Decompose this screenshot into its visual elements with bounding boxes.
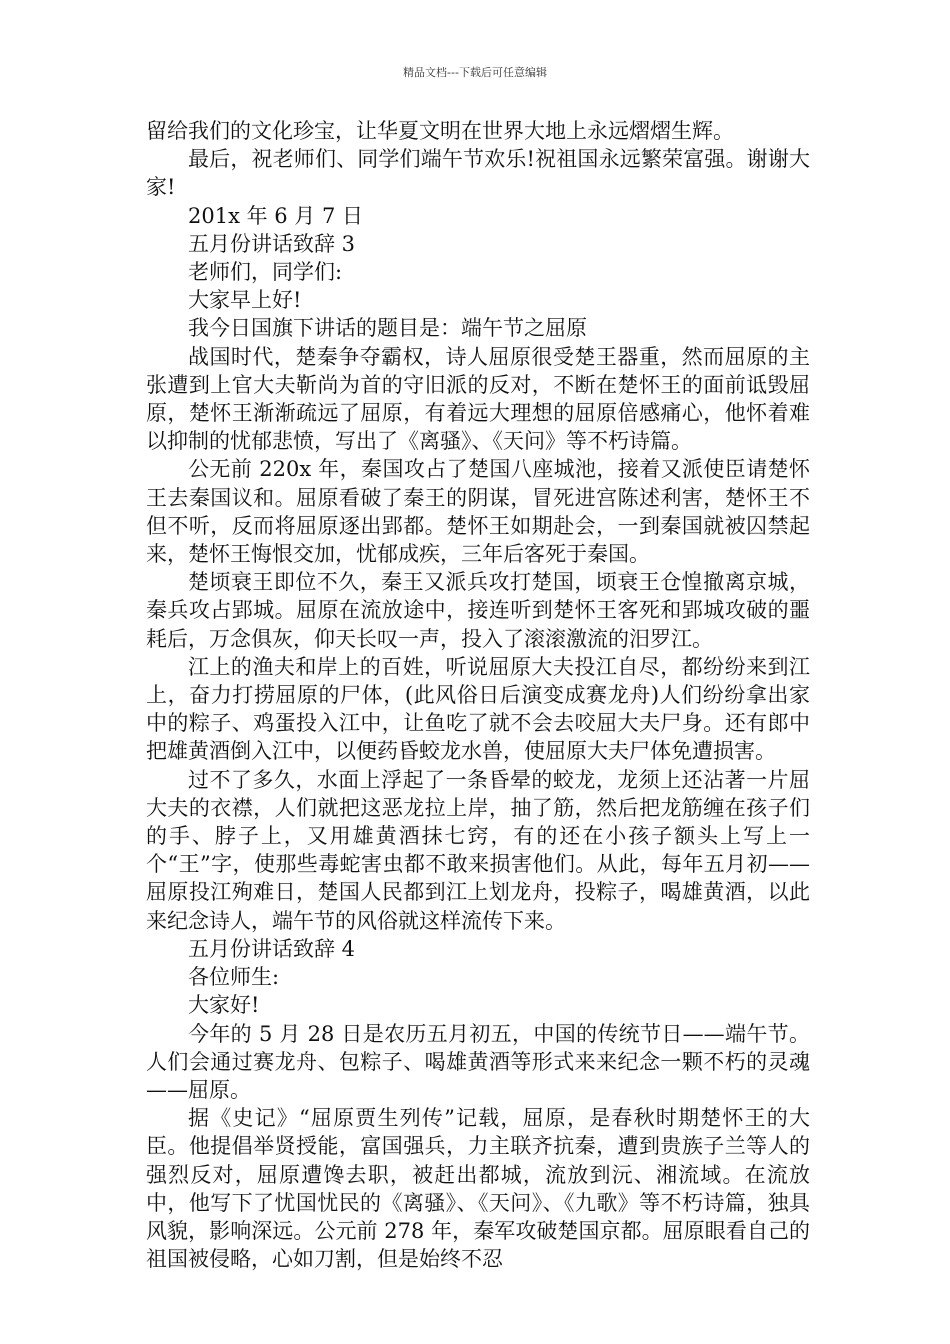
paragraph-2: 最后，祝老师们、同学们端午节欢乐!祝祖国永远繁荣富强。谢谢大家!: [146, 147, 810, 200]
document-body: [146, 117, 810, 1273]
paragraph-date: 201x 年 6 月 7 日: [188, 203, 364, 228]
speech-topic: 我今日国旗下讲话的题目是：端午节之屈原: [188, 316, 587, 341]
paragraph-16: 今年的 5 月 28 日是农历五月初五，中国的传统节日——端午节。人们会通过赛龙舟、包粽子、喝雄黄酒等形式来来纪念一颗不朽的灵魂——屈原。: [146, 1021, 810, 1102]
paragraph-10: 楚顷衰王即位不久，秦王又派兵攻打楚国，顷衰王仓惶撤离京城，秦兵攻占郢城。屈原在流放途中，接连听到楚怀王客死和郢城攻破的噩耗后，万念俱灰，仰天长叹一声，投入了滚滚激流的汨罗江。: [146, 570, 810, 651]
page-header: 精品文档---下载后可任意编辑: [403, 66, 547, 79]
paragraph-17: 据《史记》“屈原贾生列传”记载，屈原，是春秋时期楚怀王的大臣。他提倡举贤授能，富国强兵，力主联齐抗秦，遭到贵族子兰等人的强烈反对，屈原遭馋去职，被赶出都城，流放到沅、湘流域。在流放中，他写下了忧国忧民的《离骚》、《天问》、《九歌》等不朽诗篇，独具风貌，影响深远。公元前 278 年，秦军攻破楚国京都。屈原眼看自己的祖国被侵略，心如刀割，但是始终不忍: [146, 1106, 810, 1272]
paragraph-12: 过不了多久，水面上浮起了一条昏晕的蛟龙，龙须上还沾著一片屈大夫的衣襟，人们就把这恶龙拉上岸，抽了筋，然后把龙筋缠在孩子们的手、脖子上，又用雄黄酒抹七窍，有的还在小孩子额头上写上一个“王”字，使那些毒蛇害虫都不敢来损害他们。从此，每年五月初——屈原投江殉难日，楚国人民都到江上划龙舟，投粽子，喝雄黄酒，以此来纪念诗人，端午节的风俗就这样流传下来。: [146, 767, 810, 933]
greeting-3: 大家早上好!: [188, 288, 302, 313]
paragraph-11: 江上的渔夫和岸上的百姓，听说屈原大夫投江自尽，都纷纷来到江上，奋力打捞屈原的尸体，(此风俗日后演变成赛龙舟)人们纷纷拿出家中的粽子、鸡蛋投入江中，让鱼吃了就不会去咬屈大夫尸身。还有郎中把雄黄酒倒入江中，以便药昏蛟龙水兽，使屈原大夫尸体免遭损害。: [146, 654, 810, 764]
section-title-4: 五月份讲话致辞 4: [188, 936, 356, 961]
section-title-3: 五月份讲话致辞 3: [188, 231, 356, 256]
paragraph-9: 公无前 220x 年，秦国攻占了楚国八座城池，接着又派使臣请楚怀王去秦国议和。屈原看破了秦王的阴谋，冒死进宫陈述利害，楚怀王不但不听，反而将屈原逐出郢都。楚怀王如期赴会，一到秦国就被囚禁起来，楚怀王悔恨交加，忧郁成疾，三年后客死于秦国。: [146, 457, 810, 567]
paragraph-8: 战国时代，楚秦争夺霸权，诗人屈原很受楚王器重，然而屈原的主张遭到上官大夫靳尚为首的守旧派的反对，不断在楚怀王的面前诋毁屈原，楚怀王渐渐疏远了屈原，有着远大理想的屈原倍感痛心，他怀着难以抑制的忧郁悲愤，写出了《离骚》、《天问》等不朽诗篇。: [146, 344, 810, 454]
paragraph-1: 留给我们的文化珍宝，让华夏文明在世界大地上永远熠熠生辉。: [146, 119, 734, 143]
salutation-3: 老师们，同学们:: [188, 260, 343, 285]
greeting-4: 大家好!: [188, 993, 260, 1018]
salutation-4: 各位师生:: [188, 965, 280, 990]
